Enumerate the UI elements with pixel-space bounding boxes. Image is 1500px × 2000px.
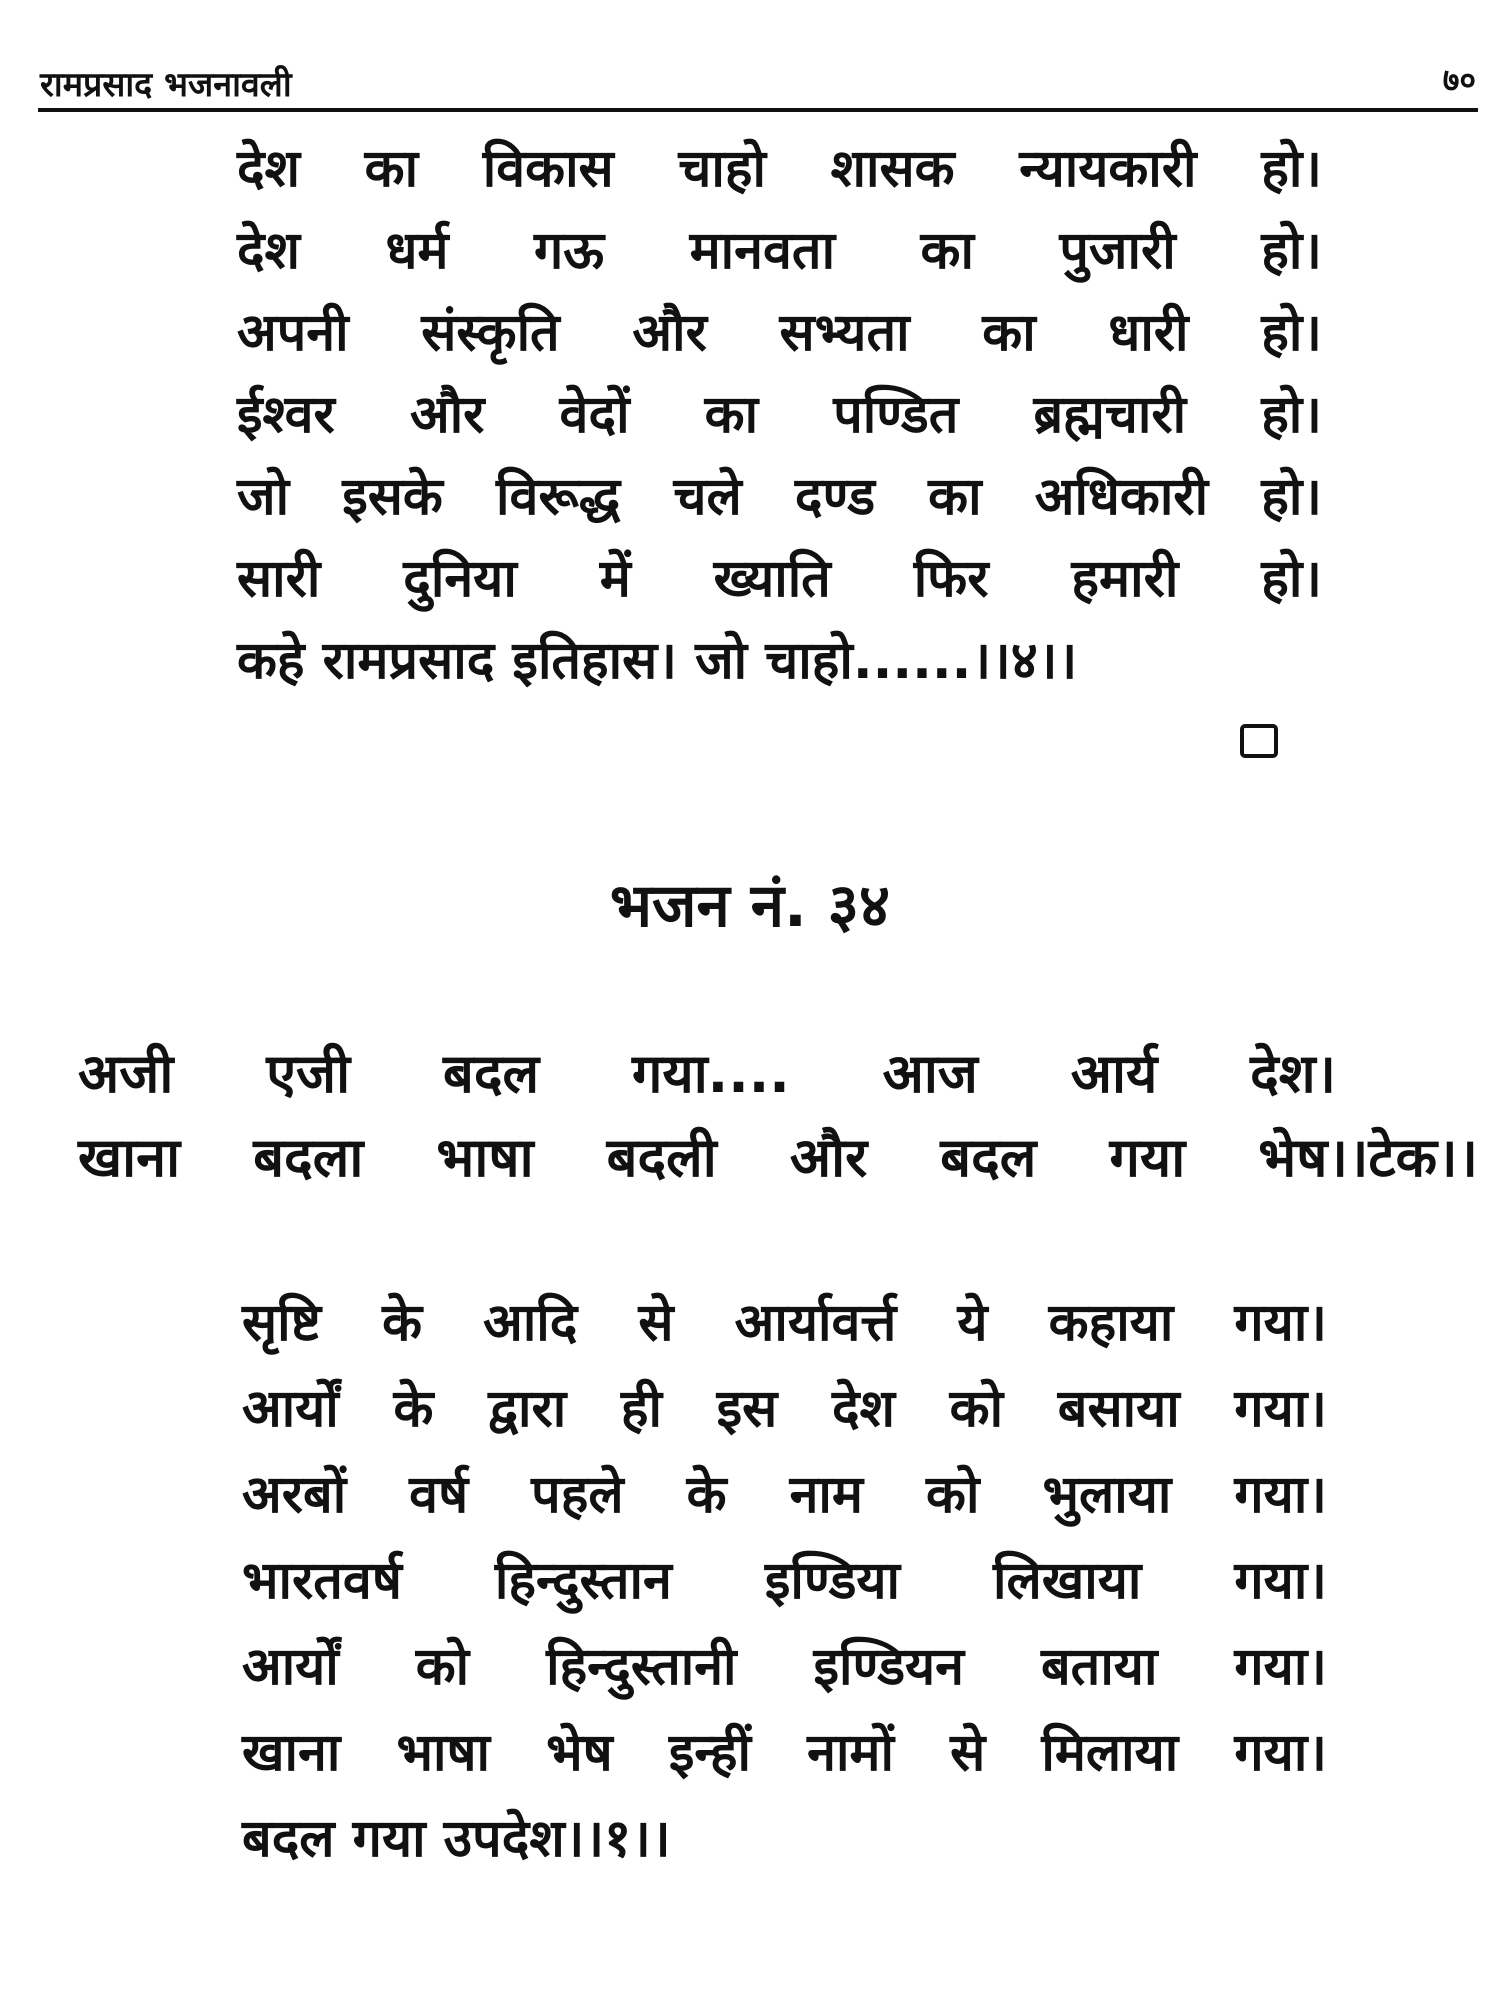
bhajan-refrain (78, 1032, 1478, 1200)
bhajan-heading: भजन नं. ३४ (609, 871, 891, 941)
verse-line: बदल गया उपदेश।।१।। (242, 1809, 671, 1869)
verse-line: अरबों वर्ष पहले के नाम को भुलाया गया। (242, 1465, 1327, 1525)
verse-line: सारी दुनिया में ख्याति फिर हमारी हो। (237, 549, 1322, 609)
verse-line: देश धर्म गऊ मानवता का पुजारी हो। (237, 221, 1322, 281)
verse-line: आर्यों को हिन्दुस्तानी इण्डियन बताया गया। (242, 1637, 1327, 1697)
verse-line: जो इसके विरूद्ध चले दण्ड का अधिकारी हो। (237, 467, 1322, 527)
refrain-line: खाना बदला भाषा बदली और बदल गया भेष।।टेक।। (78, 1126, 1478, 1189)
verse-line: भारतवर्ष हिन्दुस्तान इण्डिया लिखाया गया। (242, 1551, 1327, 1611)
verse-line: कहे रामप्रसाद इतिहास। जो चाहो......।।४।। (237, 631, 1078, 691)
page-number: ७० (1442, 61, 1476, 99)
book-title: रामप्रसाद भजनावली (40, 65, 292, 105)
refrain-line: अजी एजी बदल गया.... आज आर्य देश। (78, 1042, 1336, 1105)
end-mark-icon (1240, 724, 1278, 758)
previous-bhajan-verse (237, 128, 1322, 702)
page-header (38, 56, 1478, 112)
verse-line: अपनी संस्कृति और सभ्यता का धारी हो। (237, 303, 1322, 363)
bhajan-verse-1 (242, 1280, 1327, 1882)
verse-line: देश का विकास चाहो शासक न्यायकारी हो। (237, 139, 1322, 199)
verse-line: ईश्वर और वेदों का पण्डित ब्रह्मचारी हो। (237, 385, 1322, 445)
verse-line: खाना भाषा भेष इन्हीं नामों से मिलाया गया। (242, 1723, 1327, 1783)
verse-line: सृष्टि के आदि से आर्यावर्त्त ये कहाया गया। (242, 1293, 1327, 1353)
verse-line: आर्यों के द्वारा ही इस देश को बसाया गया। (242, 1379, 1327, 1439)
